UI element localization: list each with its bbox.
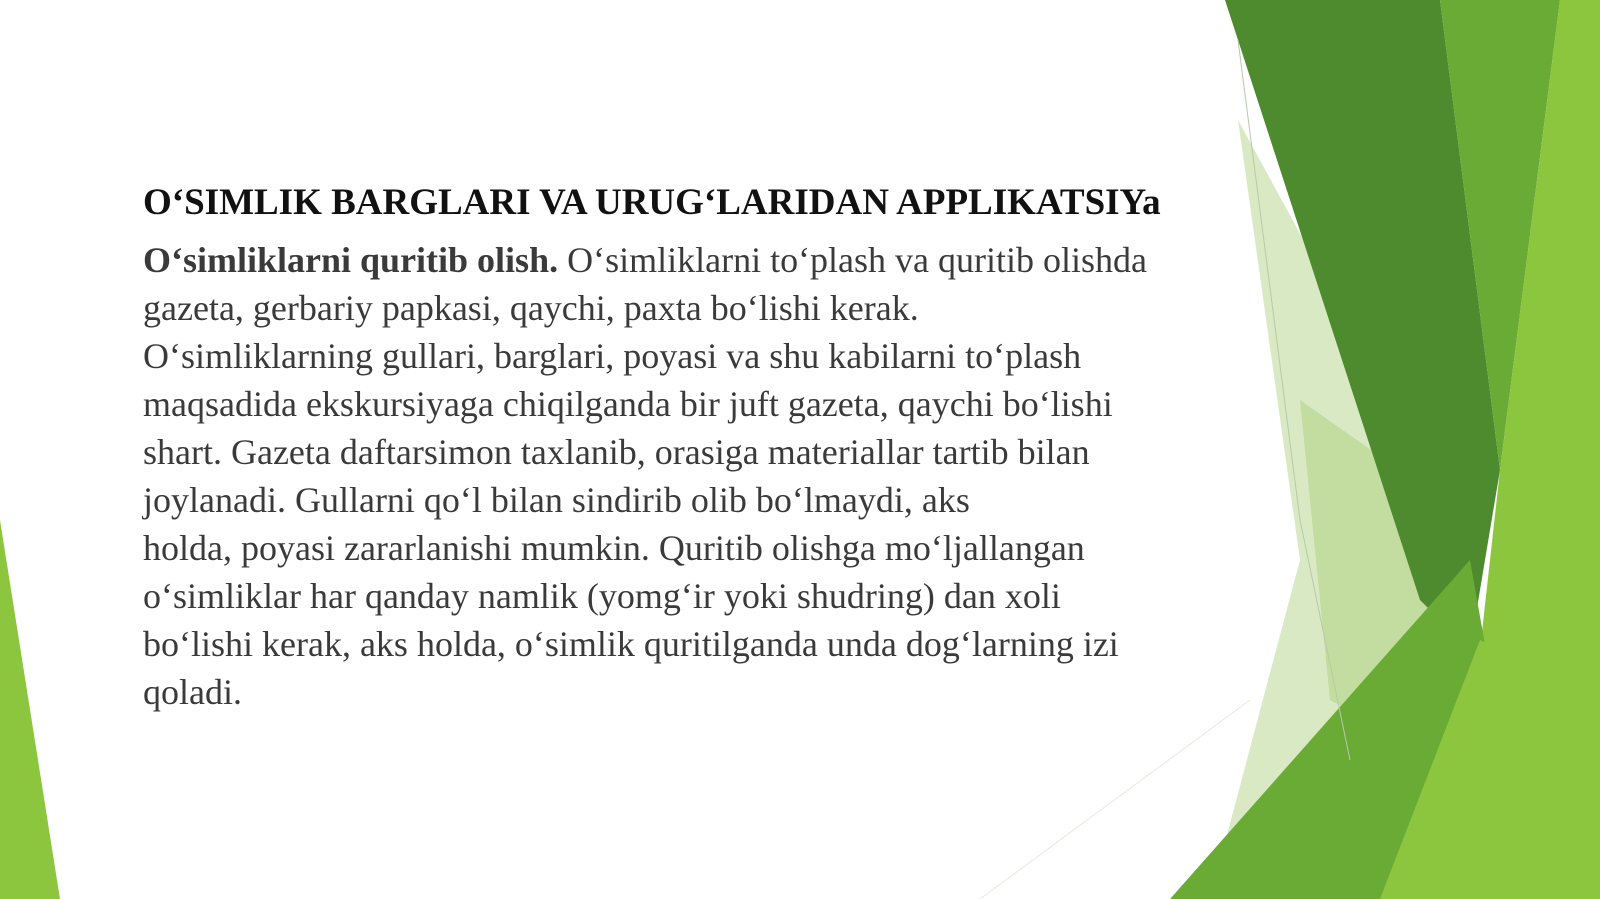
body-line: maqsadida ekskursiyaga chiqilganda bir juft gazeta, qaychi bo‘lishi <box>143 383 1113 424</box>
lead-phrase: O‘simliklarni quritib olish. <box>143 239 559 280</box>
left-edge-facet <box>0 520 60 899</box>
slide-content <box>143 178 1273 716</box>
slide-body-text <box>143 236 1273 716</box>
body-line <box>143 236 1273 284</box>
body-line-text: O‘simliklarni to‘plash va quritib olishda <box>567 239 1148 280</box>
body-line: joylanadi. Gullarni qo‘l bilan sindirib olib bo‘lmaydi, aks <box>143 479 970 520</box>
body-line: gazeta, gerbariy papkasi, qaychi, paxta bo‘lishi kerak. <box>143 287 919 328</box>
body-line: bo‘lishi kerak, aks holda, o‘simlik quritilganda unda dog‘larning izi <box>143 623 1119 664</box>
body-line: qoladi. <box>143 671 242 712</box>
body-line: O‘simliklarning gullari, barglari, poyasi va shu kabilarni to‘plash <box>143 335 1082 376</box>
body-line: holda, poyasi zararlanishi mumkin. Quritib olishga mo‘ljallangan <box>143 527 1085 568</box>
slide-title: O‘SIMLIK BARGLARI VA URUG‘LARIDAN APPLIKATSIYa <box>143 182 1161 223</box>
body-line: o‘simliklar har qanday namlik (yomg‘ir yoki shudring) dan xoli <box>143 575 1061 616</box>
body-line: shart. Gazeta daftarsimon taxlanib, orasiga materiallar tartib bilan <box>143 431 1090 472</box>
